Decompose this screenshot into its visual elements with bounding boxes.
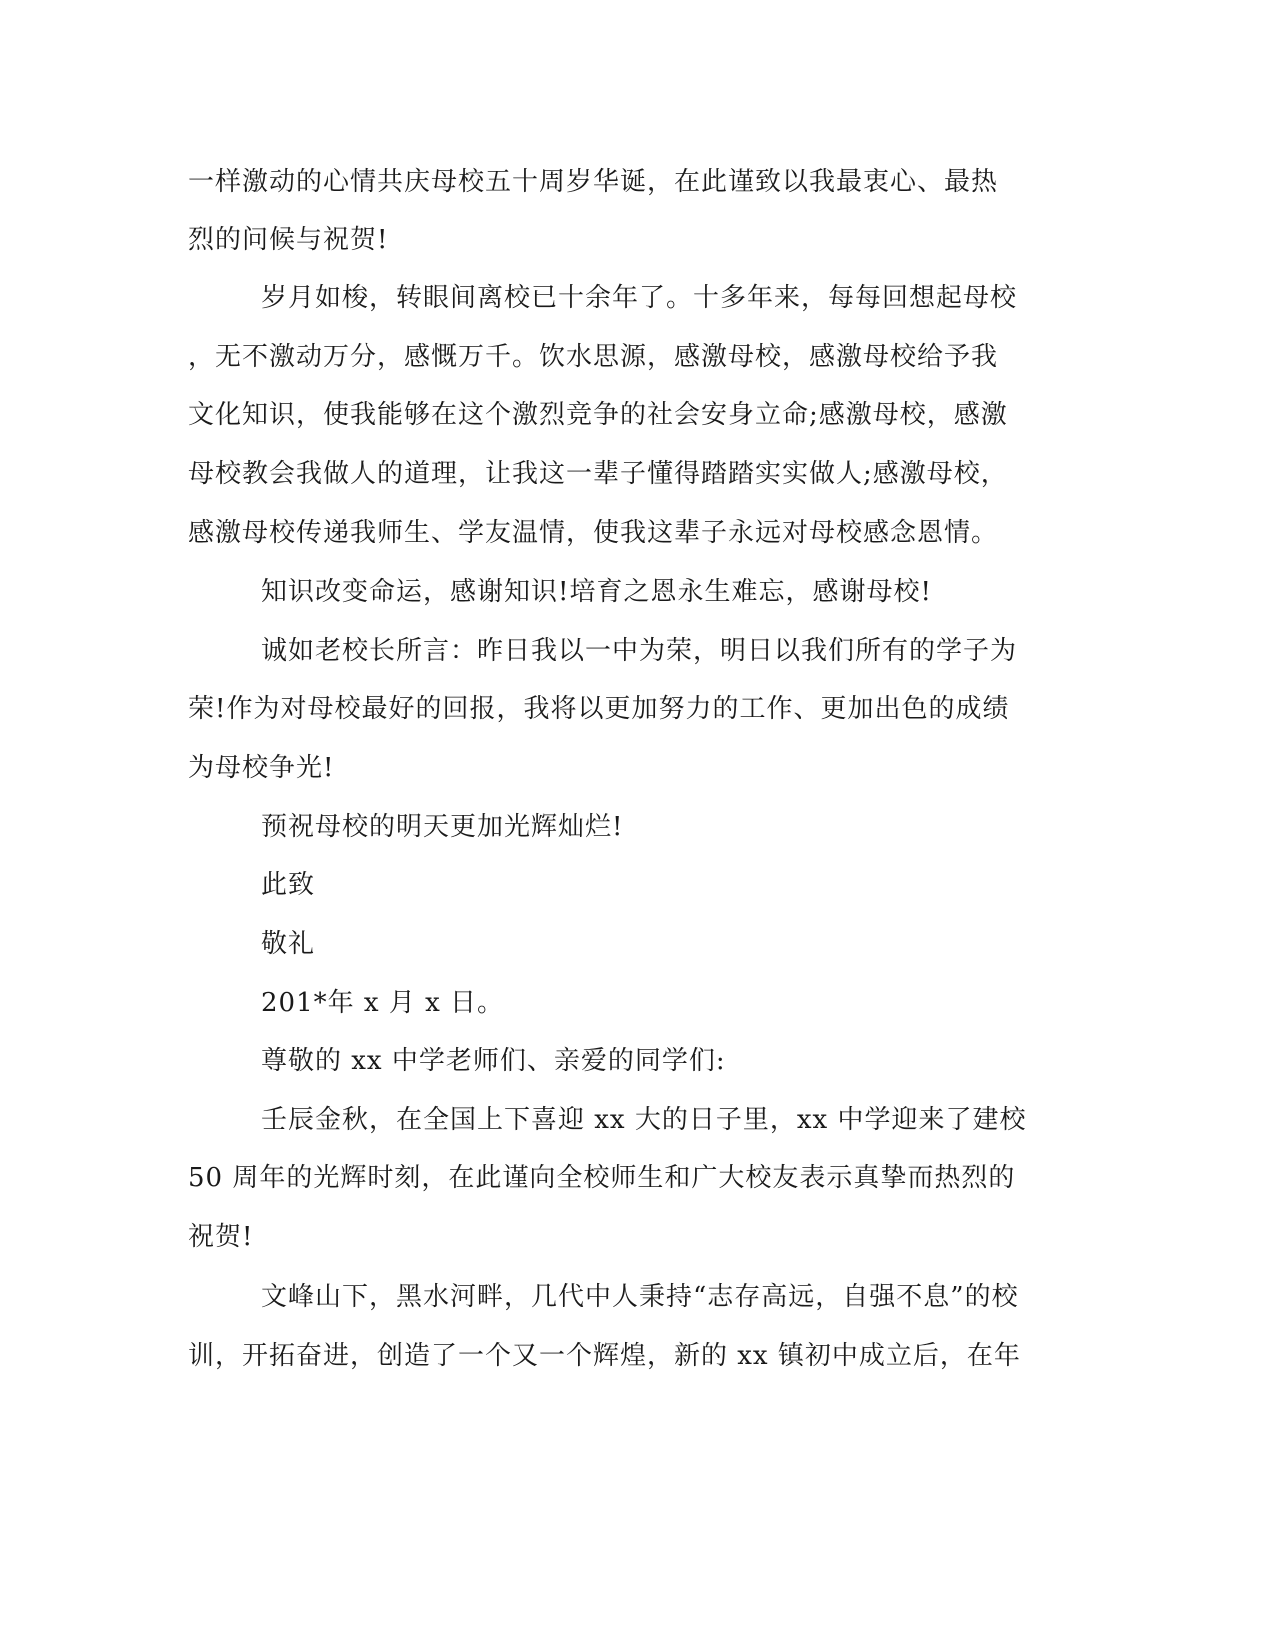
text-line: 训，开拓奋进，创造了一个又一个辉煌，新的 xx 镇初中成立后，在年 — [188, 1341, 1021, 1371]
closing-line: 此致 — [261, 870, 316, 900]
text-line: 50 周年的光辉时刻，在此谨向全校师生和广大校友表示真挚而热烈的 — [188, 1163, 1016, 1193]
date-line: 201*年 x 月 x 日。 — [261, 988, 505, 1018]
text-line: 文化知识，使我能够在这个激烈竞争的社会安身立命;感激母校，感激 — [188, 400, 1008, 430]
text-line: ，无不激动万分，感慨万千。饮水思源，感激母校，感激母校给予我 — [188, 342, 999, 372]
paragraph-start: 岁月如梭，转眼间离校已十余年了。十多年来，每每回想起母校 — [261, 283, 1018, 313]
greeting-line: 尊敬的 xx 中学老师们、亲爱的同学们: — [261, 1046, 726, 1076]
text-line: 烈的问候与祝贺! — [188, 225, 389, 255]
text-line: 为母校争光! — [188, 753, 335, 783]
closing-salutation: 敬礼 — [261, 929, 316, 959]
text-line: 感激母校传递我师生、学友温情，使我这辈子永远对母校感念恩情。 — [188, 518, 999, 548]
text-line: 一样激动的心情共庆母校五十周岁华诞，在此谨致以我最衷心、最热 — [188, 167, 999, 197]
paragraph-start: 知识改变命运，感谢知识!培育之恩永生难忘，感谢母校! — [261, 577, 932, 607]
paragraph-start: 诚如老校长所言：昨日我以一中为荣，明日以我们所有的学子为 — [261, 636, 1018, 666]
text-line: 祝贺! — [188, 1222, 254, 1252]
paragraph-start: 文峰山下，黑水河畔，几代中人秉持“志存高远，自强不息”的校 — [261, 1282, 1019, 1312]
text-line: 母校教会我做人的道理，让我这一辈子懂得踏踏实实做人;感激母校， — [188, 459, 1008, 489]
paragraph-start: 预祝母校的明天更加光辉灿烂! — [261, 812, 624, 842]
paragraph-start: 壬辰金秋，在全国上下喜迎 xx 大的日子里，xx 中学迎来了建校 — [261, 1105, 1027, 1135]
text-line: 荣!作为对母校最好的回报，我将以更加努力的工作、更加出色的成绩 — [188, 694, 1010, 724]
